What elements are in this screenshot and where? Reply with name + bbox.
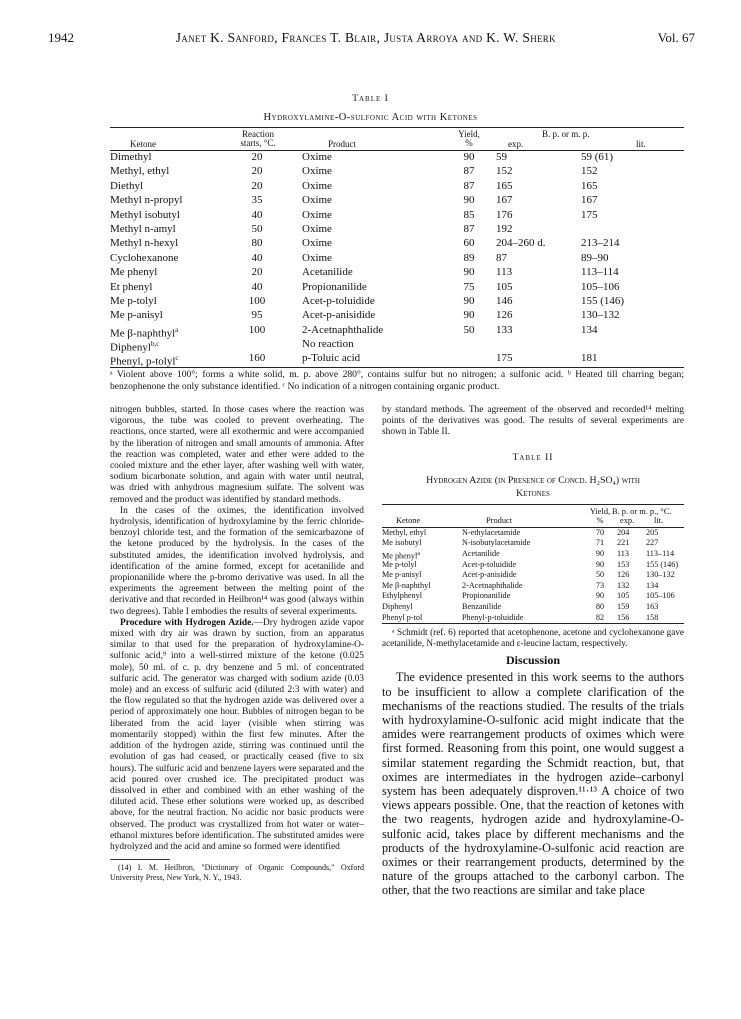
page-number: 1942: [48, 30, 74, 45]
cell-yield: 90: [595, 559, 605, 569]
cell-lit: 213–214: [581, 237, 620, 250]
cell-product: 2-Acetnaphthalide: [302, 323, 384, 336]
table-row: [382, 528, 684, 539]
cell-product: Acetanilide: [302, 266, 353, 279]
table-row: [382, 570, 684, 581]
cell-product: Oxime: [302, 251, 332, 264]
cell-ketone: [110, 222, 176, 236]
cell-ketone-text: Methyl n-propyl: [110, 194, 183, 207]
cell-ketone: [382, 602, 412, 613]
table2-col-product: Product: [486, 515, 513, 525]
footnote-rule: [110, 859, 170, 860]
cell-start: 160: [248, 352, 266, 365]
table-row: [382, 581, 684, 592]
cell-product: Propionanilide: [462, 591, 511, 601]
table-row: [110, 193, 684, 207]
table2-caption: [382, 474, 684, 500]
cell-lit: 134: [581, 323, 598, 336]
cell-ketone-text: Me β-naphthyl: [382, 580, 431, 590]
table1-title: Table I: [352, 94, 389, 104]
cell-lit: 130–132: [581, 309, 620, 322]
cell-yield: 50: [463, 323, 475, 336]
cell-yield: 90: [595, 549, 605, 558]
cell-lit: 155 (146): [646, 559, 679, 569]
cell-start: 20: [251, 266, 263, 279]
cell-product: Phenyl-p-toluidide: [462, 612, 524, 622]
cell-ketone: [110, 294, 157, 308]
cell-lit: 89–90: [581, 251, 609, 264]
footnote-mark: a: [417, 551, 420, 557]
table1-col-bp: B. p. or m. p.: [542, 129, 590, 139]
table2-col-ketone: Ketone: [396, 515, 421, 525]
running-header: [48, 30, 695, 52]
cell-product: Oxime: [302, 222, 332, 235]
cell-product: No reaction: [302, 338, 354, 351]
footnote-mark: a: [175, 325, 179, 334]
cell-exp: 105: [617, 591, 630, 601]
cell-yield: 90: [595, 591, 605, 601]
cell-lit: 134: [646, 580, 659, 590]
cell-lit: 227: [646, 538, 659, 548]
cell-start: 20: [251, 179, 263, 192]
cell-yield: 90: [463, 294, 475, 307]
cell-exp: 175: [496, 352, 513, 365]
table2-caption-line2: Ketones: [516, 487, 550, 499]
table2-footnote: ᵃ Schmidt (ref. 6) reported that acetophenone, acetone and cyclohexanone gave acetanilide, N-methylacetamide and ε-leucine lactam, respectively.: [382, 627, 684, 649]
cell-lit: 155 (146): [581, 294, 625, 307]
footnote: (14) I. M. Heilbron, "Dictionary of Organic Compounds," Oxford University Press, New York, N. Y., 1943.: [110, 863, 364, 883]
cell-lit: 59 (61): [581, 151, 614, 163]
cell-yield: 89: [463, 251, 475, 264]
cell-ketone-text: Phenyl p-tol: [382, 612, 423, 622]
table2-col-exp: exp.: [620, 515, 635, 525]
table1-col-starts: starts, °C.: [240, 138, 276, 148]
table-row: [110, 164, 684, 178]
table2-header: [382, 505, 684, 528]
table-row: [110, 323, 684, 340]
cell-yield: 70: [595, 527, 605, 537]
footnote-mark: c: [175, 354, 179, 363]
paragraph: by standard methods. The agreement of the observed and recorded¹⁴ melting points of the derivatives was good. The results of several experiments are shown in Table II.: [382, 405, 684, 438]
cell-product: Acetanilide: [462, 549, 500, 558]
cell-start: 40: [251, 251, 263, 264]
right-column: [382, 405, 684, 898]
cell-ketone-text: Methyl, ethyl: [382, 527, 427, 537]
table1-bottom-rule: [110, 367, 684, 368]
cell-product: N-ethylacetamide: [462, 527, 521, 537]
cell-product: Oxime: [302, 208, 332, 221]
cell-lit: 105–106: [646, 591, 675, 601]
cell-start: 50: [251, 222, 263, 235]
table-row: [110, 337, 684, 354]
discussion-text: The evidence presented in this work seems to the authors to be insufficient to allow a complete clarification of the mechanisms of the reactions studied. The results of the trials with hydroxylamine-O-sulfonic acid might indicate that the amides were rearrangement products of oximes which were first formed. Reasoning from this point, one would suggest a similar statement regarding the Schmidt reaction, but, that oximes are intermediates in the hydrogen azide–carbonyl system has been adequately disproven.¹¹·¹³ A choice of two views appears possible. One, that the reaction of ketones with the two reagents, hydrogen azide and hydroxylamine-O-sulfonic acid, takes place by different mechanisms and the products of the hydroxylamine-O-sulfonic acid reaction are oximes or their rearrangement products, determined by the nature of the groups attached to the carbonyl carbon. The other, that the two reactions are similar and take place: [382, 670, 684, 898]
cell-product: Acet-p-toluidide: [302, 294, 375, 307]
cell-lit: 165: [581, 179, 598, 192]
table-row: [110, 150, 684, 164]
table-row: [382, 602, 684, 613]
table1-col-reaction: Reaction: [242, 129, 274, 139]
cell-ketone: [110, 308, 163, 322]
cell-start: 20: [251, 165, 263, 178]
cell-ketone-text: Diethyl: [110, 179, 143, 192]
cell-yield: 73: [595, 580, 605, 590]
cell-ketone-text: Me p-anisyl: [110, 309, 163, 322]
cell-exp: 204–260 d.: [496, 237, 546, 250]
cell-product: Oxime: [302, 179, 332, 192]
cell-product: Acet-p-anisidide: [462, 570, 517, 580]
section-heading: Procedure with Hydrogen Azide.: [120, 617, 254, 628]
cell-exp: 153: [617, 559, 630, 569]
cell-lit: 205: [646, 527, 659, 537]
table-row: [110, 280, 684, 294]
table2-col-bp: B. p. or m. p., °C.: [612, 506, 672, 516]
table-row: [110, 294, 684, 308]
cell-ketone: [110, 280, 152, 294]
table-row: [382, 538, 684, 549]
table2-col-yield: Yield,: [589, 506, 611, 516]
table1-col-yield-unit: %: [465, 138, 473, 148]
cell-lit: 105–106: [581, 280, 620, 293]
cell-product: Acet-p-anisidide: [302, 309, 376, 322]
cell-product: Oxime: [302, 194, 332, 207]
cell-ketone-text: Methyl isobutyl: [110, 208, 180, 221]
table2-caption-line1: Hydrogen Azide (in Presence of Concd. H₂SO₄) with: [426, 474, 640, 486]
cell-ketone-text: Dimethyl: [110, 151, 152, 163]
table1-col-lit: lit.: [636, 139, 646, 149]
table-row: [110, 308, 684, 322]
cell-yield: 50: [595, 570, 605, 580]
cell-ketone-text: Et phenyl: [110, 280, 153, 293]
cell-product: Oxime: [302, 165, 332, 178]
cell-start: 35: [251, 194, 263, 207]
cell-yield: 90: [463, 309, 475, 322]
table1-col-ketone: Ketone: [130, 139, 156, 149]
cell-exp: 113: [496, 266, 513, 279]
cell-ketone-text: Me isobutyl: [382, 538, 422, 548]
cell-exp: 156: [617, 612, 630, 622]
cell-lit: 113–114: [581, 266, 619, 279]
cell-exp: 167: [496, 194, 513, 207]
table1-col-yield: Yield,: [458, 129, 480, 139]
cell-lit: 158: [646, 612, 659, 622]
paragraph: nitrogen bubbles, started. In those cases where the reaction was vigorous, the tube was cooled to prevent overheating. The reactions, once started, were all exothermic and were accompanied by the liberation of nitrogen and small amounts of ammonia. After the reaction was completed, water and ether were added to the cooled mixture and the ether layer, after washing well with water, sodium bicarbonate solution, and again with water until neutral, was dried with anhydrous magnesium sulfate. The solvent was removed and the product was identified by standard methods.: [110, 405, 364, 505]
cell-ketone: [110, 150, 152, 164]
cell-ketone-text: Methyl n-amyl: [110, 222, 176, 235]
running-authors: Janet K. Sanford, Frances T. Blair, Justa Arroya and K. W. Sherk: [175, 30, 556, 45]
paragraph: —Dry hydrogen azide vapor mixed with dry air was drawn by suction, from an apparatus similar to that used for the preparation of hydroxylamine-O-sulfonic acid,⁹ into a well-stirred mixture of the ketone (0.025 mole), 50 ml. of c. p. dry benzene and 5 ml. of concentrated sulfuric acid. The generator was charged with sodium azide (0.03 mole) and an excess of sulfuric acid (diluted 2:3 with water) and the flow regulated so that the hydrogen azide was delivered over a period of approximately one hour. Bubbles of nitrogen began to be liberated from the acid layer (visible when stirring was momentarily stopped) within the first few minutes. After the addition of the hydrogen azide, stirring was continued until the evolution of gas had ceased, or practically ceased (five to six hours). The sulfuric acid and benzene layers were separated and the acid poured over crushed ice. The precipitated product was dissolved in ether and combined with an ether washing of the diluted acid. These ether solutions were worked up, as described above, for the neutral fraction. No acidic nor basic products were observed. The product was crystallized from hot water or water–ethanol mixtures before identification. The substituted amides were hydrolyzed and the acid and amine so formed were identified: [110, 617, 364, 852]
table-row: [382, 549, 684, 560]
cell-product: N-isobutylacetamide: [462, 538, 531, 548]
cell-exp: 192: [496, 222, 513, 235]
table-row: [382, 560, 684, 571]
discussion-heading: Discussion: [505, 653, 561, 668]
cell-ketone-text: Phenyl, p-tolyl: [110, 356, 176, 369]
cell-exp: 133: [496, 323, 513, 336]
cell-exp: 165: [496, 179, 513, 192]
cell-ketone-text: Me p-tolyl: [382, 559, 417, 569]
table2-body: [382, 528, 684, 623]
cell-exp: 159: [617, 601, 630, 611]
cell-yield: 87: [463, 179, 475, 192]
cell-product: Propionanilide: [302, 280, 367, 293]
cell-ketone-text: Cyclohexanone: [110, 251, 179, 264]
cell-exp: 221: [617, 538, 630, 548]
cell-product: Oxime: [302, 237, 332, 250]
cell-yield: 82: [595, 612, 605, 622]
cell-yield: 87: [463, 222, 475, 235]
cell-exp: 105: [496, 280, 513, 293]
cell-yield: 75: [463, 280, 475, 293]
cell-ketone: [110, 208, 180, 222]
table1-body: [110, 150, 684, 369]
cell-ketone: [382, 613, 422, 624]
volume-number: Vol. 67: [657, 30, 695, 45]
table-row: [110, 351, 684, 369]
cell-start: 95: [251, 309, 263, 322]
cell-product: Acet-p-toluidide: [462, 559, 517, 569]
cell-yield: 90: [463, 151, 475, 163]
cell-ketone: [110, 265, 157, 279]
cell-start: 100: [248, 294, 266, 307]
cell-exp: 126: [617, 570, 630, 580]
table1-col-product: Product: [328, 139, 356, 149]
cell-yield: 90: [463, 266, 475, 279]
cell-ketone-text: Ethylphenyl: [382, 591, 423, 601]
cell-ketone: [110, 236, 178, 250]
cell-ketone: [382, 570, 421, 581]
cell-exp: 132: [617, 580, 630, 590]
cell-start: 100: [248, 323, 266, 336]
cell-start: 20: [251, 151, 263, 163]
cell-product: 2-Acetnaphthalide: [462, 580, 523, 590]
cell-product: Benzanilide: [462, 601, 502, 611]
cell-exp: 87: [496, 251, 507, 264]
cell-exp: 152: [496, 165, 513, 178]
table1-footnote: ᵃ Violent above 100°; forms a white solid, m. p. above 280°, contains sulfur but no nitrogen; a sulfonic acid. ᵇ Heated till charring began; benzophenone the only substance identified. ᶜ No indication of a nitrogen containing organic product.: [110, 369, 684, 392]
cell-yield: 87: [463, 165, 475, 178]
table-row: [110, 208, 684, 222]
cell-ketone: [110, 164, 169, 178]
cell-ketone: [382, 538, 421, 549]
cell-ketone: [382, 560, 417, 571]
footnote-mark: b,c: [150, 340, 160, 349]
cell-yield: 60: [463, 237, 475, 250]
cell-ketone: [110, 193, 182, 207]
paragraph: In the cases of the oximes, the identification involved hydrolysis, identification of hydroxylamine by the ferric chloride-benzoyl chloride test, and the formation of the semicarbazone of the ketone produced by the hydrolysis. In the cases of the substituted amides, the identification involved hydrolysis, and identification of the amine formed, except for acetanilide and propionanilide where the p-bromo derivative was used. In all the experiments the agreement between the melting point of the derivative and that recorded in Heilbron¹⁴ was good (always within two degrees). Table I embodies the results of several experiments.: [110, 505, 364, 617]
cell-ketone: [110, 179, 143, 193]
table2: [382, 504, 684, 624]
cell-ketone-text: Diphenyl: [110, 341, 151, 354]
cell-ketone-text: Diphenyl: [382, 601, 413, 611]
cell-lit: 130–132: [646, 570, 675, 580]
table-row: [110, 236, 684, 250]
cell-lit: 175: [581, 208, 598, 221]
cell-exp: 176: [496, 208, 513, 221]
cell-start: 40: [251, 280, 263, 293]
table-row: [110, 179, 684, 193]
cell-lit: 167: [581, 194, 598, 207]
cell-lit: 163: [646, 601, 659, 611]
cell-lit: 152: [581, 165, 598, 178]
cell-start: 80: [251, 237, 263, 250]
cell-exp: 113: [617, 549, 629, 558]
cell-product: p-Toluic acid: [302, 352, 361, 365]
cell-exp: 146: [496, 294, 513, 307]
table1-col-exp: exp.: [508, 139, 524, 149]
cell-product: Oxime: [302, 151, 332, 163]
cell-ketone-text: Me phenyl: [382, 551, 418, 561]
cell-ketone: [382, 528, 426, 539]
cell-ketone-text: Me β-naphthyl: [110, 327, 176, 340]
cell-ketone-text: Methyl, ethyl: [110, 165, 170, 178]
table2-col-yield-unit: %: [596, 515, 604, 525]
table1-caption: Hydroxylamine-O-sulfonic Acid with Ketones: [263, 112, 478, 123]
table2-title: Table II: [512, 452, 554, 463]
cell-ketone: [382, 591, 422, 602]
cell-exp: 126: [496, 309, 513, 322]
cell-yield: 85: [463, 208, 475, 221]
table-row: [382, 613, 684, 624]
cell-ketone: [382, 581, 431, 592]
cell-ketone-text: Me p-tolyl: [110, 294, 157, 307]
table-row: [110, 251, 684, 265]
cell-yield: 71: [595, 538, 605, 548]
cell-start: 40: [251, 208, 263, 221]
cell-yield: 80: [595, 601, 605, 611]
table-row: [110, 265, 684, 279]
cell-lit: 181: [581, 352, 598, 365]
table-row: [382, 591, 684, 602]
table2-col-lit: lit.: [654, 515, 664, 525]
cell-ketone-text: Me phenyl: [110, 266, 158, 279]
cell-yield: 90: [463, 194, 475, 207]
cell-ketone-text: Methyl n-hexyl: [110, 237, 179, 250]
cell-lit: 113–114: [646, 549, 675, 558]
cell-ketone: [110, 251, 178, 265]
cell-ketone-text: Me p-anisyl: [382, 570, 422, 580]
cell-exp: 204: [617, 527, 630, 537]
left-column: [110, 405, 364, 883]
cell-exp: 59: [496, 151, 507, 163]
table-row: [110, 222, 684, 236]
